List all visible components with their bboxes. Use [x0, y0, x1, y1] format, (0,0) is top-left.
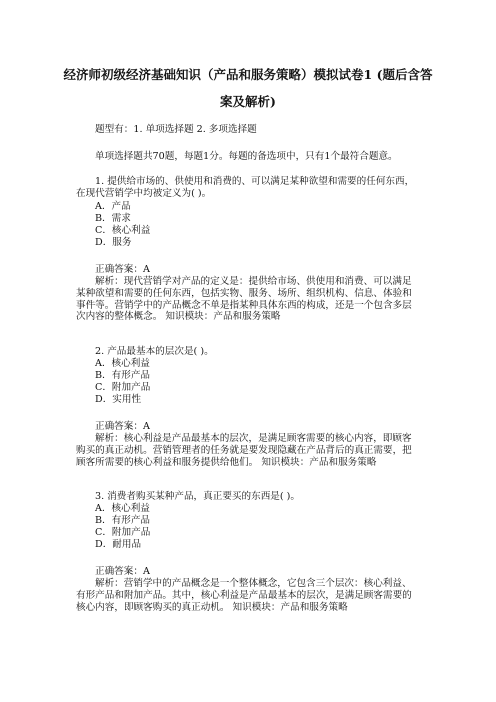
question-3-option-c: C．附加产品	[95, 527, 151, 538]
question-types: 题型有：1. 单项选择题 2. 多项选择题	[95, 124, 257, 135]
question-1-option-b: B．需求	[95, 213, 131, 224]
question-2-answer: 正确答案：A	[95, 421, 150, 432]
section-intro: 单项选择题共70题，每题1分。每题的备选项中，只有1个最符合题意。	[95, 151, 398, 162]
question-2-analysis: 解析：核心利益是产品最基本的层次，是满足顾客需要的核心内容，即顾客购买的真正动机。营销管理者的任务就是要发现隐藏在产品背后的真正需要，把顾客所需要的核心利益和服务提供给他们。 知识模块：产品和服务策略	[76, 433, 412, 468]
question-2-stem: 2. 产品最基本的层次是( )。	[95, 346, 214, 357]
question-1-option-d: D．服务	[95, 237, 132, 248]
question-3-analysis: 解析：营销学中的产品概念是一个整体概念，它包含三个层次：核心利益、有形产品和附加产品。其中，核心利益是产品最基本的层次，是满足顾客需要的核心内容，即顾客购买的真正动机。 知识模块：产品和服务策略	[76, 578, 412, 613]
question-2-option-b: B．有形产品	[95, 370, 151, 381]
question-3-option-b: B．有形产品	[95, 515, 151, 526]
question-1-option-c: C．核心利益	[95, 225, 151, 236]
question-2-option-d: D．实用性	[95, 394, 142, 405]
question-2-option-a: A．核心利益	[95, 358, 150, 369]
question-3-answer: 正确答案：A	[95, 566, 150, 577]
question-1-answer: 正确答案：A	[95, 264, 150, 275]
question-1-analysis: 解析：现代营销学对产品的定义是：提供给市场、供使用和消费、可以满足某种欲望和需要的任何东西，包括实物、服务、场所、组织机构、信息、体验和事件等。营销学中的产品概念不单是指某种具体东西的构成，还是一个包含多层次内容的整体概念。 知识模块：产品和服务策略	[76, 276, 412, 323]
question-1-option-a: A．产品	[95, 201, 131, 212]
question-3-option-a: A．核心利益	[95, 503, 150, 514]
document-title-line2: 案及解析)	[220, 94, 276, 109]
document-title-line1: 经济师初级经济基础知识（产品和服务策略）模拟试卷1 (题后含答	[63, 67, 433, 82]
question-1-stem: 1. 提供给市场的、供使用和消费的、可以满足某种欲望和需要的任何东西，在现代营销学中均被定义为( )。	[76, 176, 415, 199]
question-2-option-c: C．附加产品	[95, 382, 151, 393]
question-3-stem: 3. 消费者购买某种产品，真正要买的东西是( )。	[95, 491, 301, 502]
question-3-option-d: D．耐用品	[95, 539, 142, 550]
